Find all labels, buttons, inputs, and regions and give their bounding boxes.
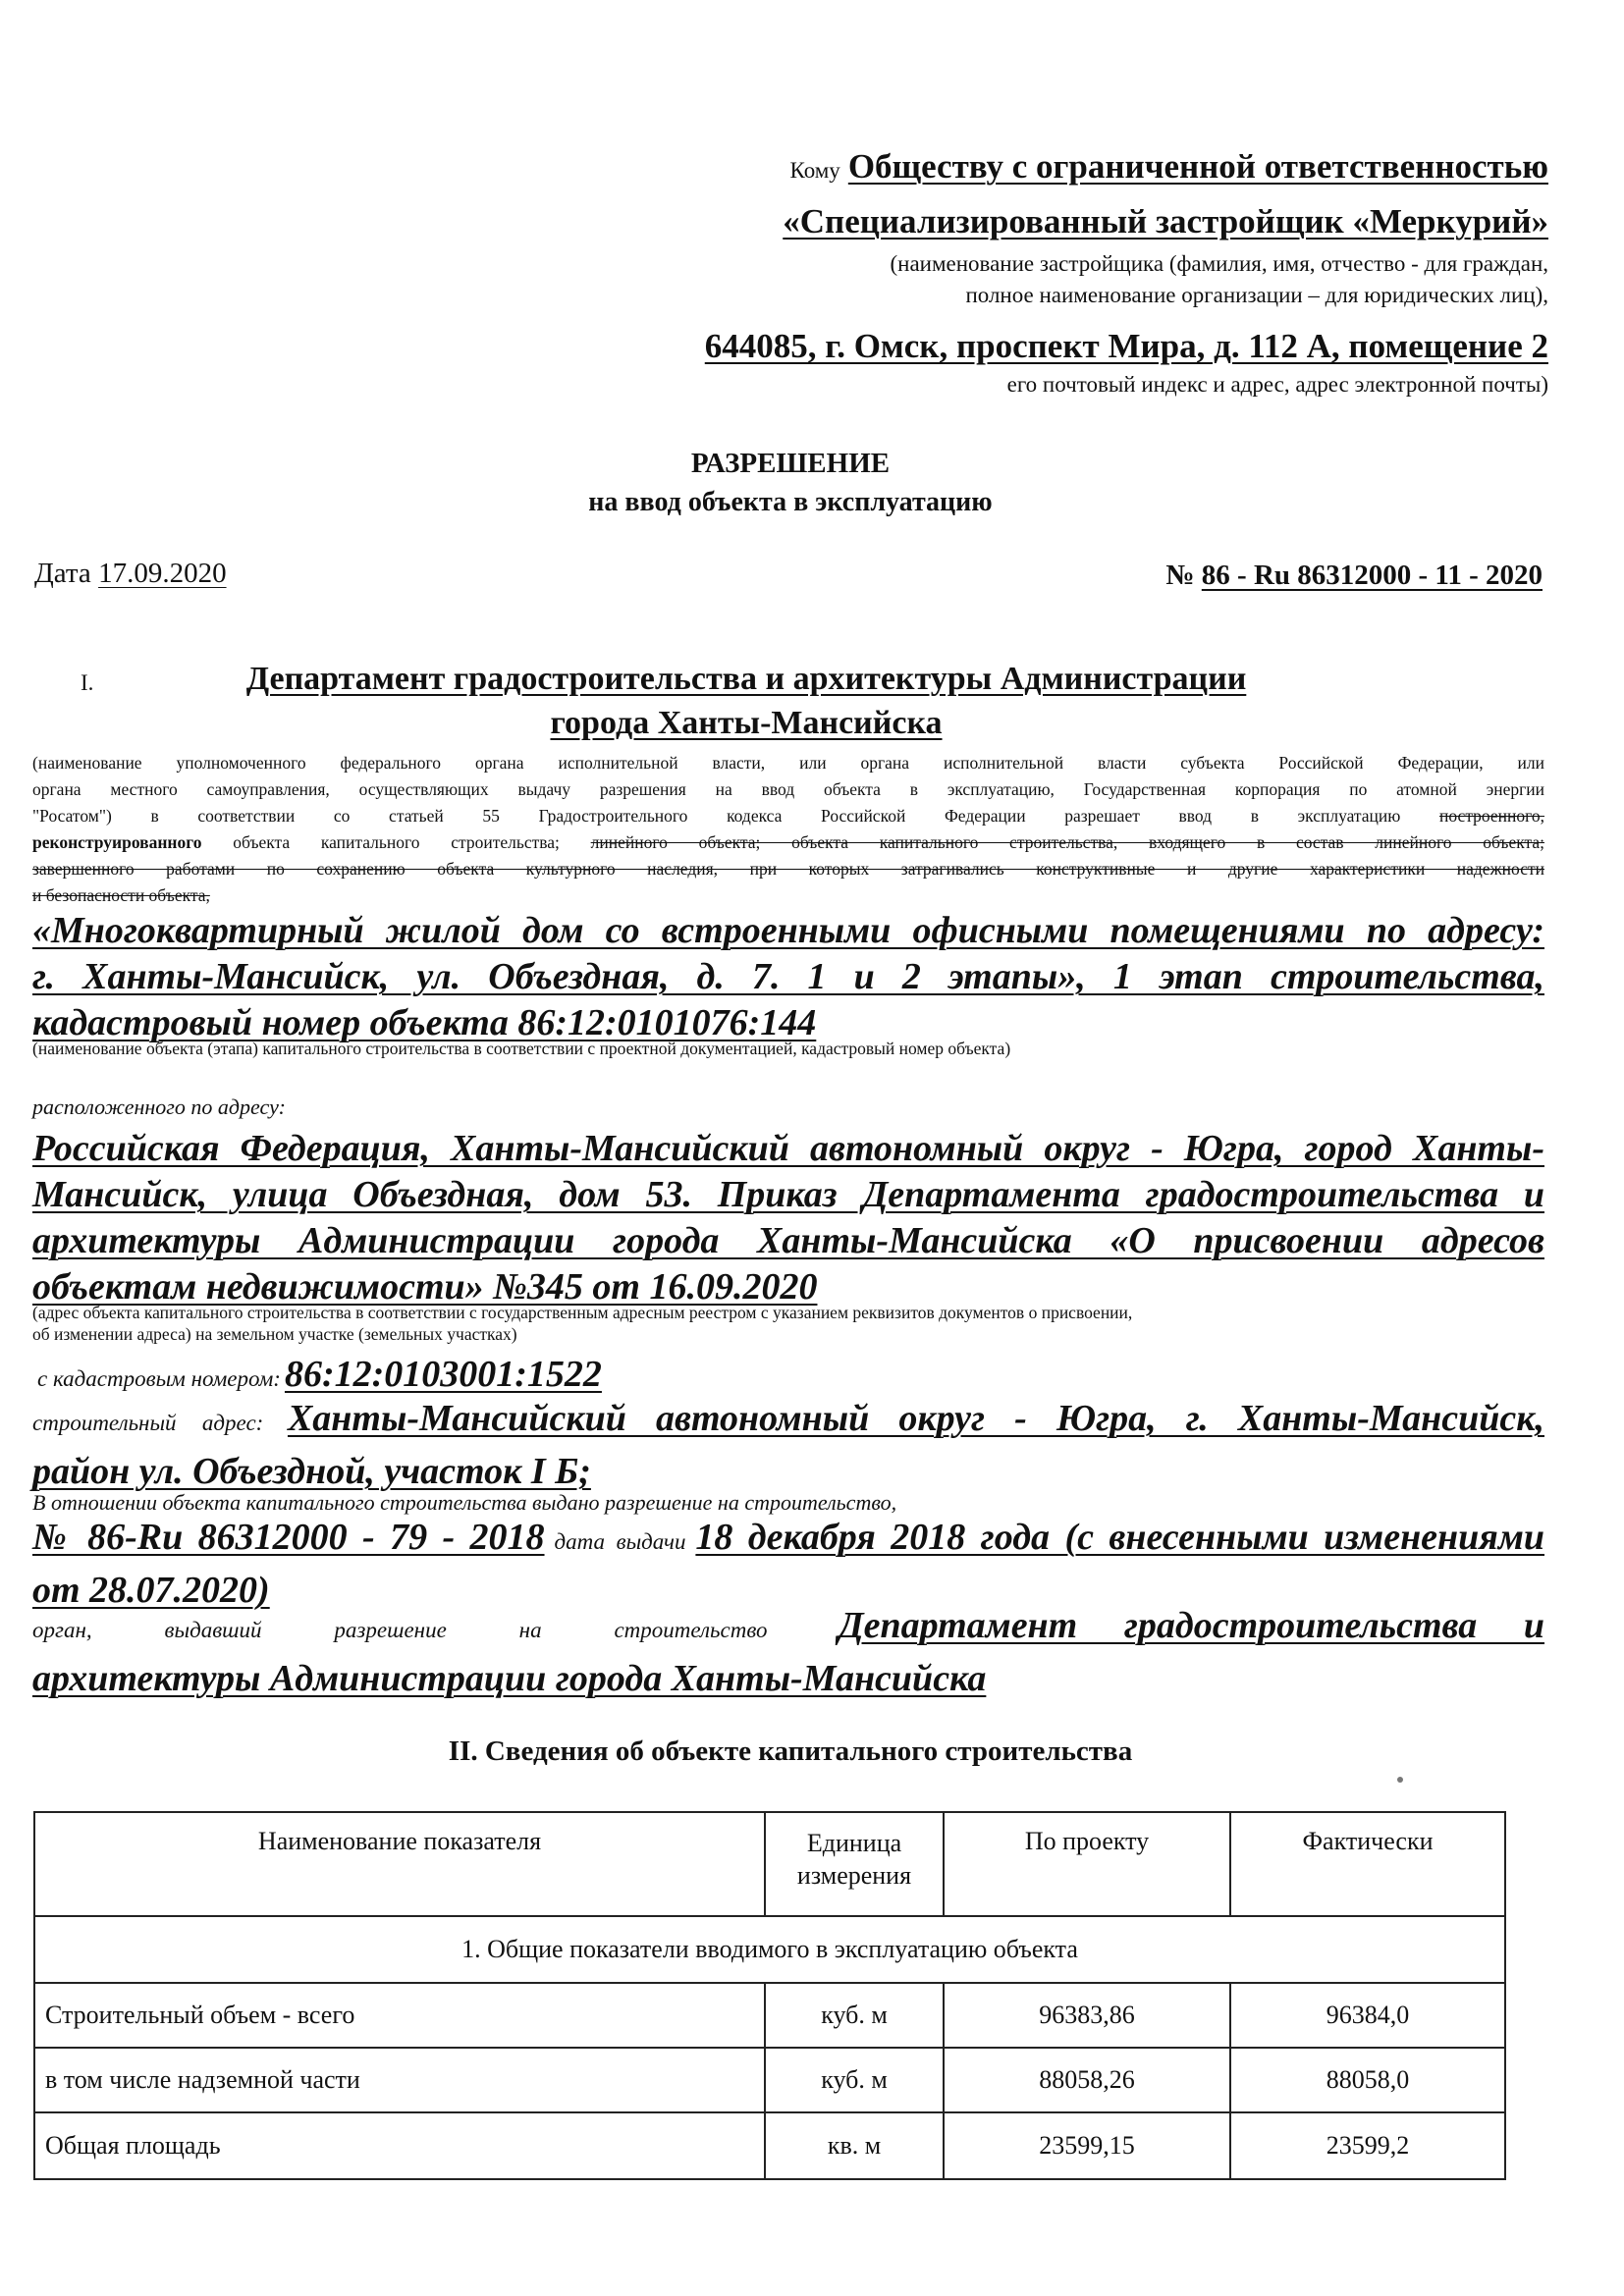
building-address-value1: Ханты-Мансийский автономный округ - Югра, г. Ханты-Мансийск, — [287, 1398, 1544, 1439]
addressee-hint-line1: (наименование застройщика (фамилия, имя, отчество - для граждан, — [890, 251, 1548, 276]
construction-permit-line1 — [32, 1515, 1544, 1568]
row-unit: куб. м — [765, 1983, 944, 2048]
addressee-postal-hint: его почтовый индекс и адрес, адрес электронной почты) — [1006, 372, 1548, 397]
authority-note — [32, 750, 1544, 909]
permit-date-value: 18 декабря 2018 года (с внесенными изменениями — [695, 1517, 1545, 1558]
cadastral-row — [37, 1352, 602, 1398]
document-subtitle: на ввод объекта в эксплуатацию — [588, 487, 993, 517]
permit-number — [1165, 560, 1543, 592]
row-unit: кв. м — [765, 2112, 944, 2179]
row-project: 96383,86 — [944, 1983, 1230, 2048]
cadastral-number: 86:12:0103001:1522 — [284, 1354, 602, 1395]
building-address-line2: район ул. Объездной, участок I Б; — [32, 1451, 591, 1492]
permit-issuer-line2: архитектуры Администрации города Ханты-Мансийска — [32, 1658, 987, 1699]
number-value: 86 - Ru 86312000 - 11 - 2020 — [1201, 560, 1543, 591]
addressee-org-line1 — [468, 147, 1548, 202]
construction-permit — [32, 1515, 1544, 1614]
addressee-org-line2: «Специализированный застройщик «Меркурий» — [783, 202, 1548, 240]
section2-title: II. Сведения об объекте капитального строительства — [448, 1735, 1133, 1767]
object-name-note: (наименование объекта (этапа) капитального строительства в соответствии с проектной документацией, кадастровый номер объекта) — [32, 1039, 1011, 1058]
permit-issuer — [32, 1603, 1544, 1702]
number-prefix: № — [1165, 560, 1195, 591]
object-name-line1: «Многоквартирный жилой дом со встроенными офисными помещениями по адресу: — [32, 910, 1544, 951]
permit-issuer-line1 — [32, 1603, 1544, 1656]
object-address-line3: архитектуры Администрации города Ханты-Мансийска «О присвоении адресов — [32, 1220, 1544, 1261]
object-address-line4: объектам недвижимости» №345 от 16.09.2020 — [32, 1266, 818, 1308]
row-project: 88058,26 — [944, 2048, 1230, 2112]
date-label: Дата — [34, 558, 91, 589]
object-address-note — [32, 1302, 1132, 1345]
row-name: Общая площадь — [34, 2112, 765, 2179]
construction-permit-number: № 86-Ru 86312000 - 79 - 2018 — [32, 1517, 545, 1558]
row-name: в том числе надземной части — [34, 2048, 765, 2112]
row-actual: 23599,2 — [1230, 2112, 1505, 2179]
row-actual: 88058,0 — [1230, 2048, 1505, 2112]
construction-permit-line2: от 28.07.2020) — [32, 1570, 270, 1611]
authority-note-line3-text: "Росатом") в соответствии со статьей 55 Градостроительного кодекса Российской Федерации разрешает ввод в эксплуатацию — [32, 806, 1401, 826]
building-address-line1 — [32, 1396, 1544, 1449]
authority-name-line2: города Ханты-Мансийска — [550, 705, 943, 741]
scan-speck — [1397, 1777, 1403, 1783]
object-address-note-line1: (адрес объекта капитального строительства в соответствии с государственным адресным реестром с указанием реквизитов документов о присвоении, — [32, 1303, 1133, 1322]
authority-note-line4-struck: линейного объекта; объекта капитального строительства, входящего в состав линейного объекта; — [590, 832, 1545, 852]
header-project: По проекту — [944, 1812, 1230, 1916]
addressee-org-name: Обществу с ограниченной ответственностью — [847, 147, 1548, 186]
row-actual: 96384,0 — [1230, 1983, 1505, 2048]
authority-name-line1: Департамент градостроительства и архитектуры Администрации — [245, 661, 1247, 697]
building-address-label: строительный адрес: — [32, 1411, 264, 1435]
authority-note-line3 — [32, 803, 1544, 829]
section-number: I. — [81, 670, 94, 695]
object-address — [32, 1126, 1544, 1310]
table-row — [34, 1983, 1505, 2048]
row-name: Строительный объем - всего — [34, 1983, 765, 2048]
header-name: Наименование показателя — [34, 1812, 765, 1916]
authority-note-line6: и безопасности объекта, — [32, 885, 210, 905]
permit-issuer-value1: Департамент градостроительства и — [838, 1605, 1545, 1646]
object-address-line2: Мансийск, улица Объездная, дом 53. Приказ Департамента градостроительства и — [32, 1174, 1544, 1215]
building-address — [32, 1396, 1544, 1495]
cadastral-label: с кадастровым номером: — [37, 1366, 281, 1391]
authority-note-line1: (наименование уполномоченного федерального органа исполнительной власти, или органа исполнительной власти субъекта Российской Федерации, или — [32, 753, 1544, 773]
authority-note-line2: органа местного самоуправления, осуществляющих выдачу разрешения на ввод объекта в эксплуатацию, Государственная корпорация по атомной энергии — [32, 779, 1544, 799]
permit-issuer-label: орган, выдавший разрешение на строительство — [32, 1618, 768, 1642]
object-address-line1: Российская Федерация, Ханты-Мансийский автономный округ - Югра, город Ханты- — [32, 1128, 1544, 1169]
authority-note-line4 — [32, 829, 1544, 856]
permit-intro: В отношении объекта капитального строительства выдано разрешение на строительство, — [32, 1490, 897, 1515]
object-address-note-line2: об изменении адреса) на земельном участке (земельных участках) — [32, 1324, 517, 1344]
addressee-hint-line2: полное наименование организации – для юридических лиц), — [965, 283, 1548, 307]
authority-note-line3-struck: построенного, — [1439, 806, 1545, 826]
authority-note-line5: завершенного работами по сохранению объекта культурного наследия, при которых затрагивались конструктивные и другие характеристики надежности — [32, 859, 1544, 879]
row-unit: куб. м — [765, 2048, 944, 2112]
date-value: 17.09.2020 — [98, 558, 227, 589]
table-row — [34, 2112, 1505, 2179]
row-project: 23599,15 — [944, 2112, 1230, 2179]
permit-date-label: дата выдачи — [554, 1529, 686, 1554]
group-row-label: 1. Общие показатели вводимого в эксплуатацию объекта — [34, 1916, 1505, 1983]
issue-date — [34, 558, 227, 590]
authority-note-line4-text: объекта капитального строительства; — [233, 832, 560, 852]
header-unit: Единица измерения — [765, 1812, 944, 1916]
addressee-prefix: Кому — [789, 158, 840, 183]
table-group-row — [34, 1916, 1505, 1983]
parameters-table — [33, 1811, 1506, 2180]
header-actual: Фактически — [1230, 1812, 1505, 1916]
document-title: РАЗРЕШЕНИЕ — [690, 448, 891, 479]
table-header-row — [34, 1812, 1505, 1916]
addressee-postal-address: 644085, г. Омск, проспект Мира, д. 112 А, помещение 2 — [704, 327, 1548, 365]
table-row — [34, 2048, 1505, 2112]
located-label: расположенного по адресу: — [32, 1095, 286, 1119]
object-name-line3: кадастровый номер объекта 86:12:0101076:144 — [32, 1002, 817, 1043]
addressee-block — [468, 147, 1548, 398]
object-name — [32, 908, 1544, 1046]
object-name-line2: г. Ханты-Мансийск, ул. Объездная, д. 7. 1 и 2 этапы», 1 этап строительства, — [32, 956, 1544, 997]
reconstructed-label: реконструированного — [32, 832, 202, 852]
